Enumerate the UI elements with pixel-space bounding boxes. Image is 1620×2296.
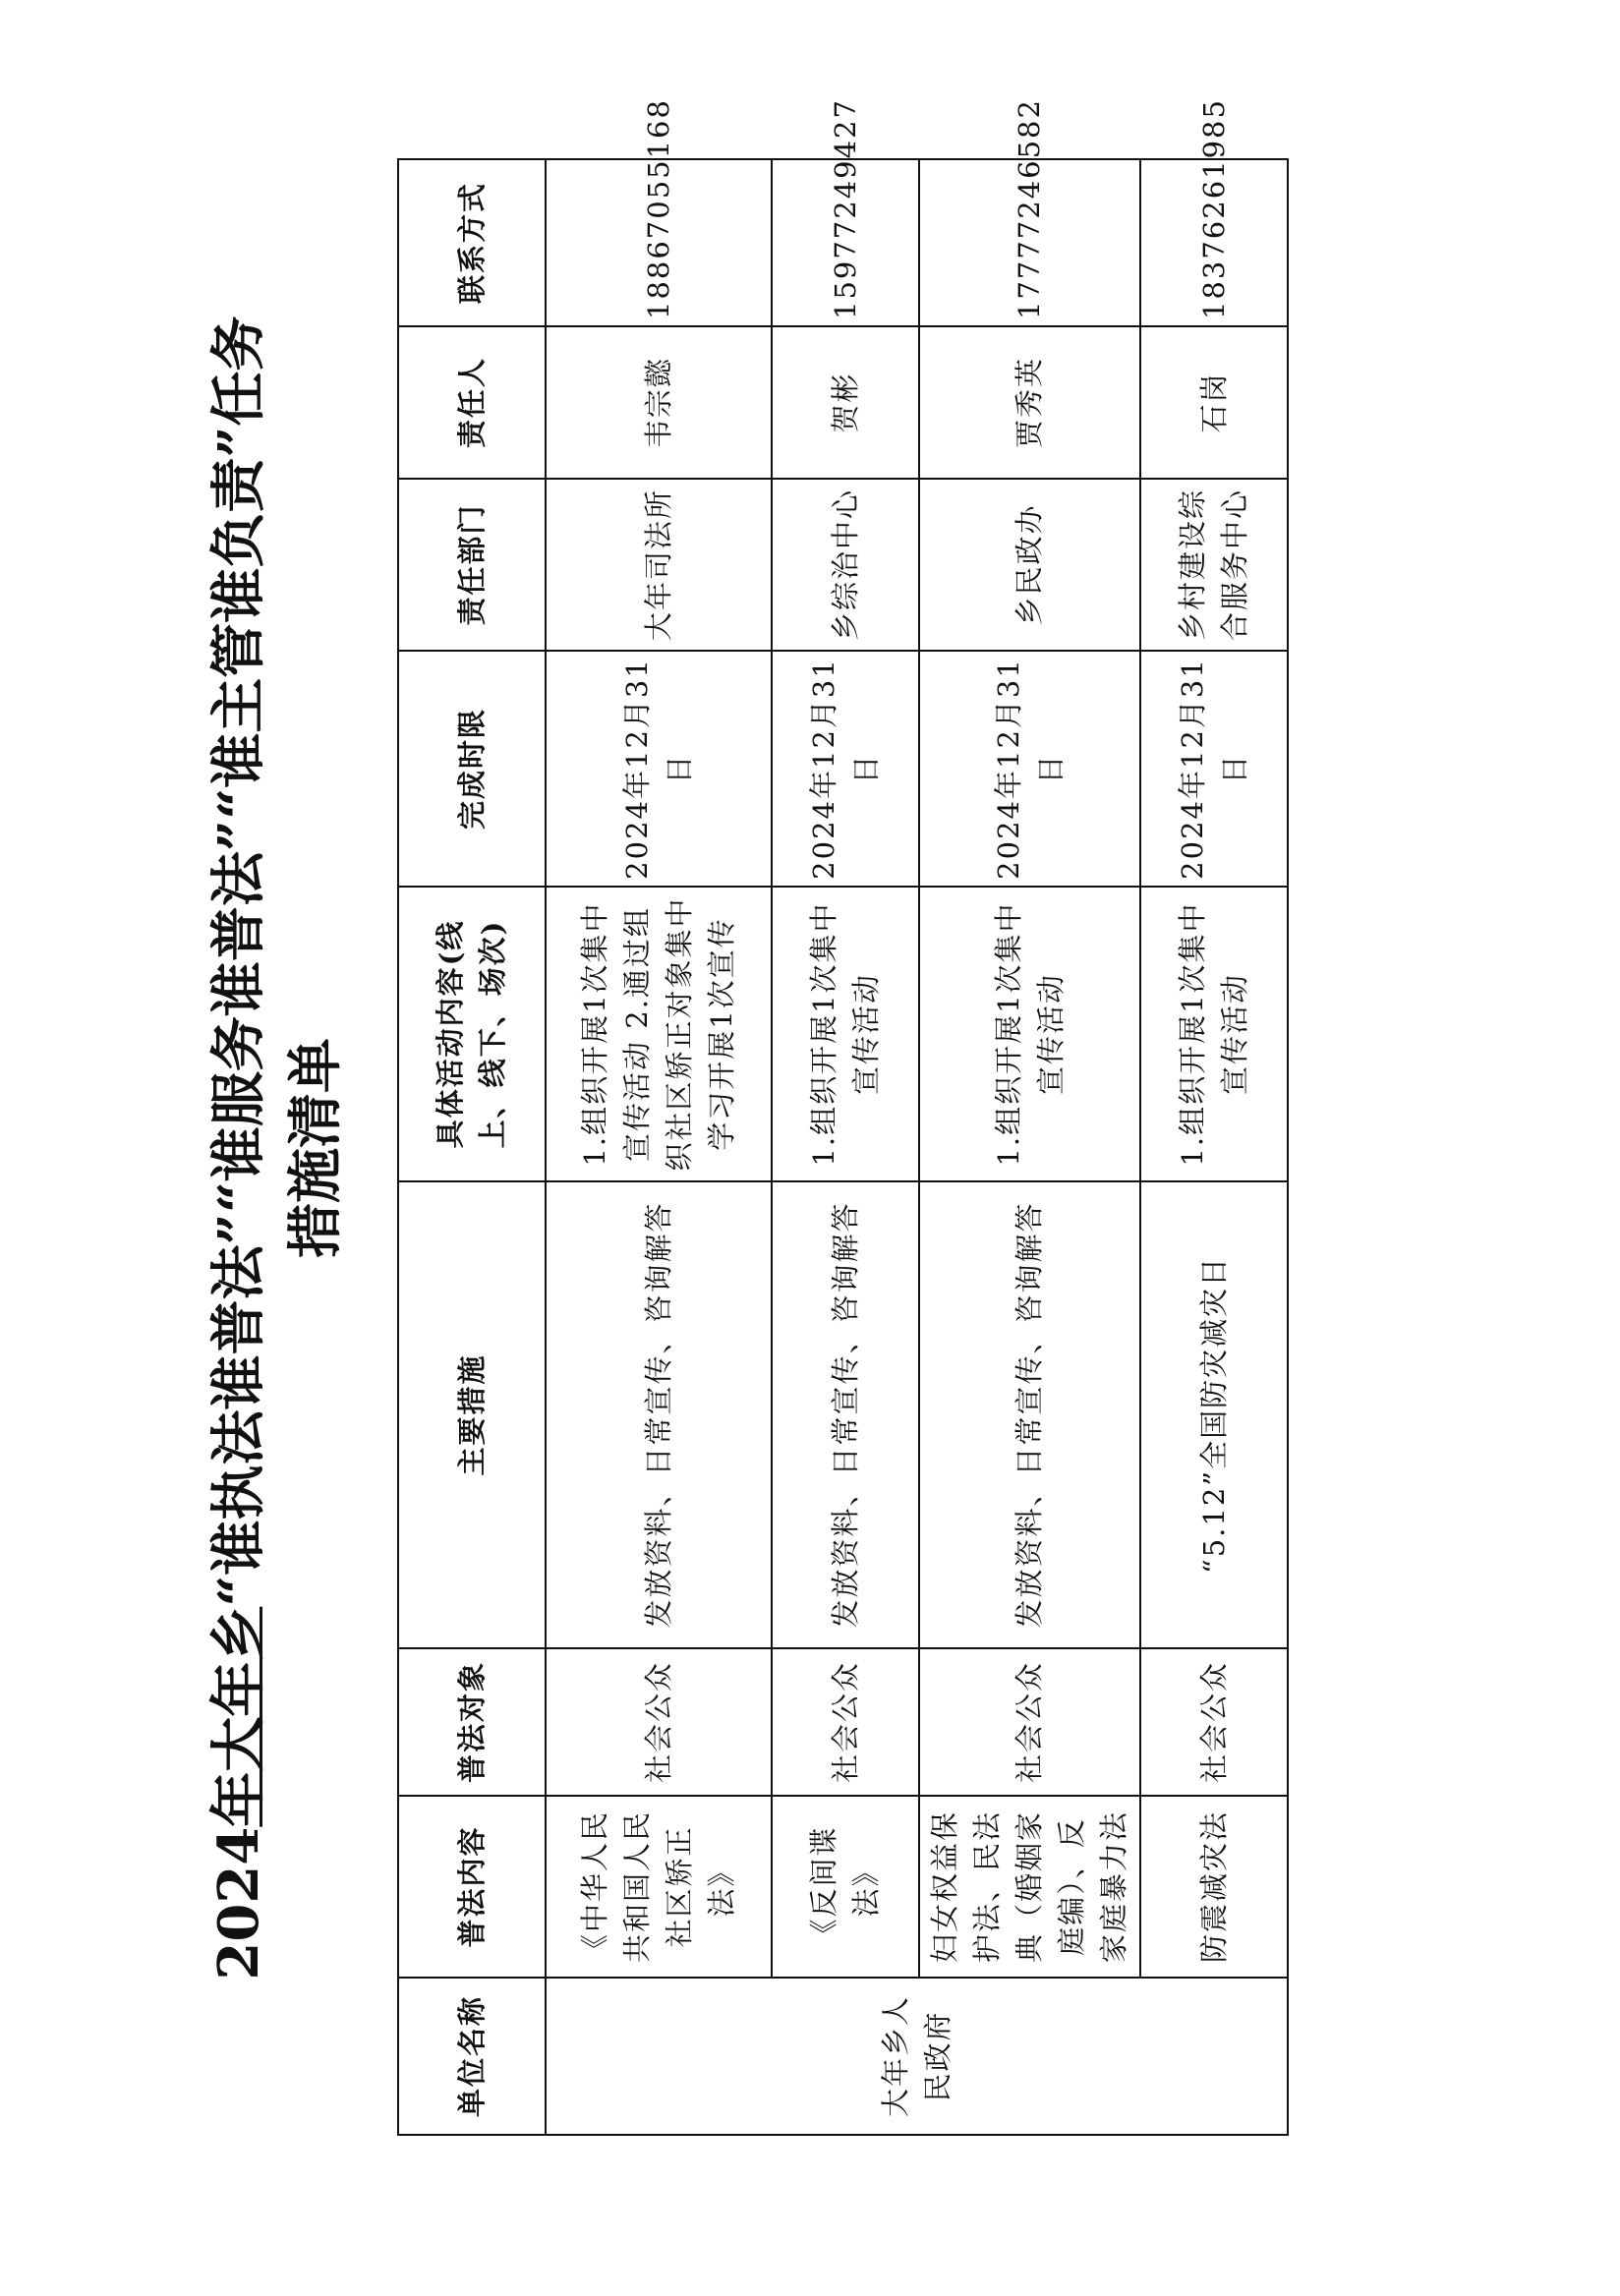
content-cell: 《中华人民共和国人民社区矫正法》: [546, 1796, 772, 1978]
measures-cell: 发放资料、日常宣传、咨询解答: [546, 1181, 772, 1648]
content-cell: 《反间谍法》: [772, 1796, 919, 1978]
header-person: 责任人: [398, 326, 546, 479]
header-department: 责任部门: [398, 479, 546, 651]
unit-name-cell: 大年乡人民政府: [546, 1978, 1288, 2135]
document-title: [201, 141, 354, 2155]
department-cell: 乡民政办: [919, 479, 1140, 651]
phone-cell: 17777246582: [919, 159, 1140, 326]
table-header-row: [398, 159, 546, 2135]
target-cell: 社会公众: [1140, 1648, 1288, 1796]
activity-cell: 1.组织开展1次集中宣传活动: [772, 887, 919, 1181]
content-cell: 防震减灾法: [1140, 1796, 1288, 1978]
deadline-cell: 2024年12月31日: [919, 651, 1140, 887]
content-cell: 妇女权益保护法、民法典（婚姻家庭编）、反家庭暴力法: [919, 1796, 1140, 1978]
department-cell: 乡综治中心: [772, 479, 919, 651]
phone-cell: 18376261985: [1140, 159, 1288, 326]
person-cell: 贾秀英: [919, 326, 1140, 479]
measures-cell: 发放资料、日常宣传、咨询解答: [919, 1181, 1140, 1648]
header-target: 普法对象: [398, 1648, 546, 1796]
target-cell: 社会公众: [546, 1648, 772, 1796]
task-table: [397, 98, 1289, 2136]
header-measures: 主要措施: [398, 1181, 546, 1648]
header-deadline: 完成时限: [398, 651, 546, 887]
deadline-cell: 2024年12月31日: [546, 651, 772, 887]
title-unit: 年大年乡: [206, 1606, 271, 1827]
title-subline: 措施清单: [283, 1038, 348, 1258]
department-cell: 乡村建设综合服务中心: [1140, 479, 1288, 651]
header-activity: 具体活动内容(线上、线下、场次): [398, 887, 546, 1181]
person-cell: 石岗: [1140, 326, 1288, 479]
measures-cell: “5.12”全国防灾减灾日: [1140, 1181, 1288, 1648]
phone-cell: 15977249427: [772, 159, 919, 326]
deadline-cell: 2024年12月31日: [1140, 651, 1288, 887]
person-cell: 贺彬: [772, 326, 919, 479]
measures-cell: 发放资料、日常宣传、咨询解答: [772, 1181, 919, 1648]
table-row: [772, 159, 919, 2135]
deadline-cell: 2024年12月31日: [772, 651, 919, 887]
table-row: [546, 159, 772, 2135]
header-unit-name: 单位名称: [398, 1978, 546, 2135]
rotated-document: [171, 98, 1449, 2155]
table-row: [1140, 159, 1288, 2135]
target-cell: 社会公众: [919, 1648, 1140, 1796]
header-content: 普法内容: [398, 1796, 546, 1978]
phone-cell: 18867055168: [546, 159, 772, 326]
department-cell: 大年司法所: [546, 479, 772, 651]
person-cell: 韦宗懿: [546, 326, 772, 479]
header-phone: 联系方式: [398, 159, 546, 326]
activity-cell: 1.组织开展1次集中宣传活动 2.通过组织社区矫正对象集中学习开展1次宣传: [546, 887, 772, 1181]
title-year: 2024: [206, 1826, 271, 1980]
target-cell: 社会公众: [772, 1648, 919, 1796]
title-main: “谁执法谁普法”“谁服务谁普法”“谁主管谁负责”任务: [206, 316, 271, 1607]
activity-cell: 1.组织开展1次集中宣传活动: [1140, 887, 1288, 1181]
activity-cell: 1.组织开展1次集中宣传活动: [919, 887, 1140, 1181]
table-row: [919, 159, 1140, 2135]
